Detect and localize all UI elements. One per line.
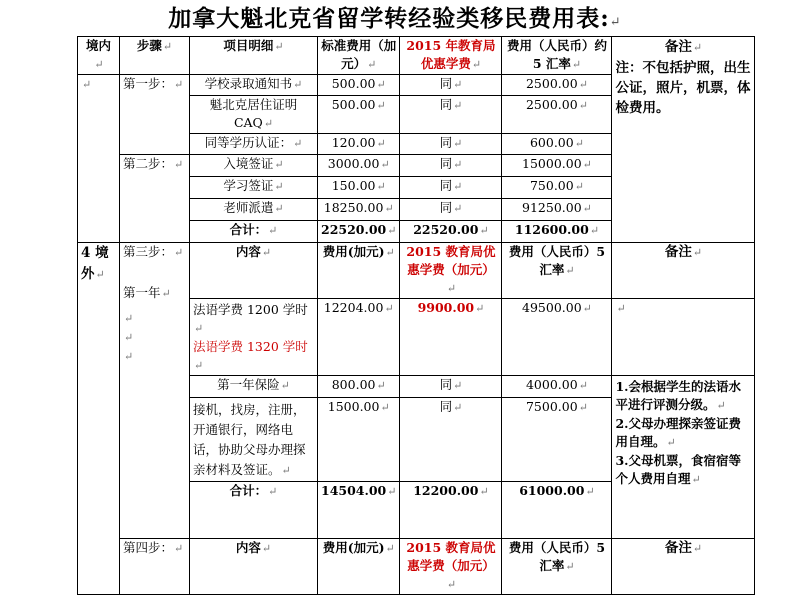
tuition-rmb: 49500.00 ↵ xyxy=(502,299,612,376)
promo-cell: 同 ↵ xyxy=(400,75,502,96)
abroad-header-rmb: 费用（人民币）5 汇率 ↵ xyxy=(502,243,612,299)
paragraph-mark: ↵ xyxy=(609,15,622,30)
step1-label: 第一步： ↵ xyxy=(120,75,190,155)
header-rmb: 费用（人民币）约 5 汇率 ↵ xyxy=(502,37,612,75)
std-cell: 120.00 ↵ xyxy=(318,134,400,155)
std-cell: 150.00 ↵ xyxy=(318,177,400,199)
rmb-cell: 91250.00 ↵ xyxy=(502,199,612,221)
step4-header-content: 内容 ↵ xyxy=(190,539,318,595)
promo-cell: 同 ↵ xyxy=(400,96,502,134)
step4-header-fee: 费用(加元) ↵ xyxy=(318,539,400,595)
subtotal-label: 合计： ↵ xyxy=(190,221,318,243)
abroad-header-row xyxy=(78,243,755,299)
tuition-promo: 9900.00 ↵ xyxy=(400,299,502,376)
item-cell: 老师派遣 ↵ xyxy=(190,199,318,221)
abroad-header-content: 内容 ↵ xyxy=(190,243,318,299)
fee-table xyxy=(77,36,755,595)
step3-cell xyxy=(120,243,190,539)
abroad-header-remarks: 备注 ↵ xyxy=(612,243,755,299)
step4-header-remarks: 备注 ↵ xyxy=(612,539,755,595)
std-cell: 500.00 ↵ xyxy=(318,96,400,134)
step4-label: 第四步： ↵ xyxy=(120,539,190,595)
item-cell: 魁北克居住证明 CAQ ↵ xyxy=(190,96,318,134)
tuition-line-1: 法语学费 1200 学时 ↵ xyxy=(193,301,314,338)
promo-cell: 同 ↵ xyxy=(400,177,502,199)
header-std-fee: 标准费用（加元） ↵ xyxy=(318,37,400,75)
tuition-line-2: 法语学费 1320 学时 ↵ xyxy=(193,338,314,375)
std-cell: 500.00 ↵ xyxy=(318,75,400,96)
insurance-promo: 同 ↵ xyxy=(400,376,502,398)
misc-item xyxy=(190,398,318,482)
header-item: 项目明细 ↵ xyxy=(190,37,318,75)
step4-header-rmb: 费用（人民币）5 汇率 ↵ xyxy=(502,539,612,595)
std-cell: 3000.00 ↵ xyxy=(318,155,400,177)
item-cell: 学校录取通知书 ↵ xyxy=(190,75,318,96)
remarks-text: 注：不包括护照，出生公证，照片，机票，体检费用。 xyxy=(615,60,751,116)
subtotal-rmb: 112600.00 ↵ xyxy=(502,221,612,243)
note-3: 3.父母机票，食宿宿等个人费用自理 ↵ xyxy=(615,452,751,489)
tuition-std: 12204.00 ↵ xyxy=(318,299,400,376)
misc-std: 1500.00 ↵ xyxy=(318,398,400,482)
insurance-rmb: 4000.00 ↵ xyxy=(502,376,612,398)
paragraph-mark xyxy=(123,309,186,328)
abroad-header-fee: 费用(加元) ↵ xyxy=(318,243,400,299)
rmb-cell: 600.00 ↵ xyxy=(502,134,612,155)
remarks-empty-cell xyxy=(612,299,755,376)
remarks-cell xyxy=(612,37,755,243)
misc-promo: 同 ↵ xyxy=(400,398,502,482)
tuition-item-cell xyxy=(190,299,318,376)
promo-cell: 同 ↵ xyxy=(400,155,502,177)
rmb-cell: 750.00 ↵ xyxy=(502,177,612,199)
step4-header-row xyxy=(78,539,755,595)
subtotal-std: 22520.00 ↵ xyxy=(318,221,400,243)
rmb-cell: 2500.00 ↵ xyxy=(502,96,612,134)
step3-label: 第三步： ↵ xyxy=(123,243,186,262)
region-abroad-label: 4 境外 ↵ xyxy=(81,245,109,282)
abroad-subtotal-std: 14504.00 ↵ xyxy=(318,482,400,539)
insurance-std: 800.00 ↵ xyxy=(318,376,400,398)
year1-label: 第一年 ↵ xyxy=(123,284,186,303)
table-header-row xyxy=(78,37,755,75)
misc-item-text: 接机，找房，注册，开通银行，网络电话，协助父母办理探亲材料及签证。 ↵ xyxy=(193,402,306,477)
region-cell-abroad xyxy=(78,243,120,595)
region-cell-domestic xyxy=(78,75,120,243)
header-promo: 2015 年教育局优惠学费 ↵ xyxy=(400,37,502,75)
item-cell: 学习签证 ↵ xyxy=(190,177,318,199)
paragraph-mark xyxy=(123,347,186,366)
abroad-notes-cell xyxy=(612,376,755,539)
title-text: 加拿大魁北克省留学转经验类移民费用表: xyxy=(168,5,610,32)
item-cell: 入境签证 ↵ xyxy=(190,155,318,177)
header-step: 步骤 ↵ xyxy=(120,37,190,75)
header-region: 境内 ↵ xyxy=(78,37,120,75)
rmb-cell: 15000.00 ↵ xyxy=(502,155,612,177)
note-2: 2.父母办理探亲签证费用自理。 ↵ xyxy=(615,415,751,452)
abroad-subtotal-label: 合计： ↵ xyxy=(190,482,318,539)
document-title xyxy=(0,2,790,36)
misc-rmb: 7500.00 ↵ xyxy=(502,398,612,482)
abroad-subtotal-promo: 12200.00 ↵ xyxy=(400,482,502,539)
item-cell: 同等学历认证： ↵ xyxy=(190,134,318,155)
paragraph-mark xyxy=(123,328,186,347)
abroad-subtotal-rmb: 61000.00 ↵ xyxy=(502,482,612,539)
note-1: 1.会根据学生的法语水平进行评测分级。 ↵ xyxy=(615,378,751,415)
promo-cell: 同 ↵ xyxy=(400,134,502,155)
promo-cell: 同 ↵ xyxy=(400,199,502,221)
step2-label: 第二步： ↵ xyxy=(120,155,190,243)
abroad-header-promo: 2015 教育局优惠学费（加元） ↵ xyxy=(400,243,502,299)
step4-header-promo: 2015 教育局优惠学费（加元） ↵ xyxy=(400,539,502,595)
header-remarks: 备注 ↵ xyxy=(615,37,751,58)
insurance-item: 第一年保险 ↵ xyxy=(190,376,318,398)
subtotal-promo: 22520.00 ↵ xyxy=(400,221,502,243)
std-cell: 18250.00 ↵ xyxy=(318,199,400,221)
rmb-cell: 2500.00 ↵ xyxy=(502,75,612,96)
